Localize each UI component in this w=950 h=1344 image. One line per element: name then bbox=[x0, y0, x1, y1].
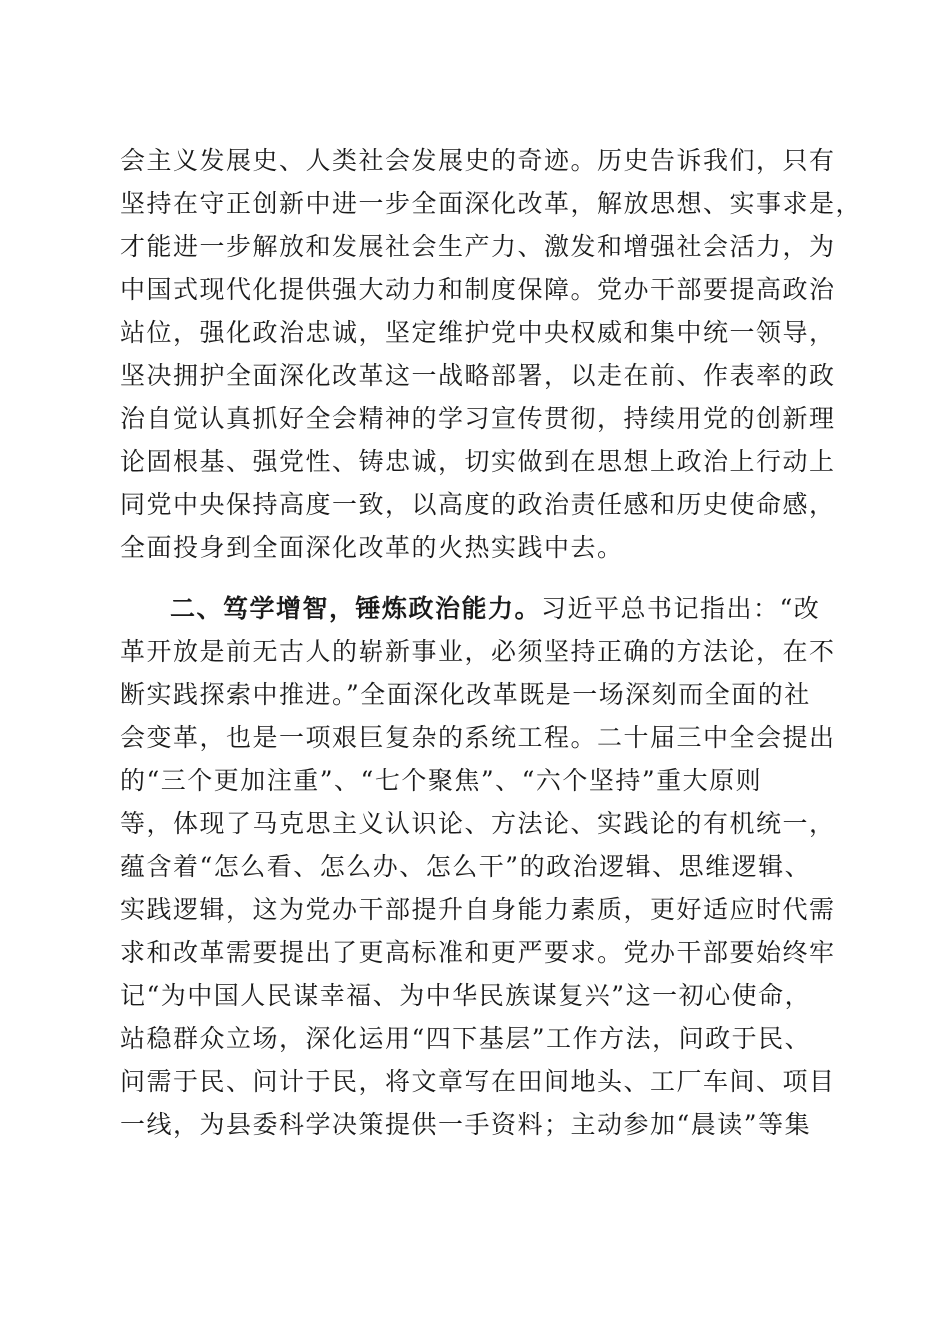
paragraph-line: 同党中央保持高度一致，以高度的政治责任感和历史使命感， bbox=[120, 490, 836, 519]
paragraph-line: 会变革，也是一项艰巨复杂的系统工程。二十届三中全会提出 bbox=[120, 723, 836, 752]
section-heading: 二、笃学增智，锤炼政治能力。 bbox=[170, 594, 542, 623]
paragraph-line: 坚持在守正创新中进一步全面深化改革，解放思想、实事求是， bbox=[120, 189, 863, 218]
section-heading-line bbox=[170, 588, 840, 630]
paragraph-line: 站稳群众立场，深化运用“四下基层”工作方法，问政于民、 bbox=[120, 1024, 812, 1053]
section-heading-rest: 习近平总书记指出：“改 bbox=[541, 594, 821, 623]
paragraph-line: 问需于民、问计于民，将文章写在田间地头、工厂车间、项目 bbox=[120, 1067, 836, 1096]
paragraph-line: 求和改革需要提出了更高标准和更严要求。党办干部要始终牢 bbox=[120, 938, 836, 967]
paragraph-line: 论固根基、强党性、铸忠诚，切实做到在思想上政治上行动上 bbox=[120, 447, 836, 476]
paragraph-line: 记“为中国人民谋幸福、为中华民族谋复兴”这一初心使命， bbox=[120, 981, 812, 1010]
paragraph-line: 实践逻辑，这为党办干部提升自身能力素质，更好适应时代需 bbox=[120, 895, 836, 924]
paragraph-line: 站位，强化政治忠诚，坚定维护党中央权威和集中统一领导， bbox=[120, 318, 836, 347]
paragraph-line: 的“三个更加注重”、“七个聚焦”、“六个坚持”重大原则 bbox=[120, 766, 763, 795]
paragraph-line: 断实践探索中推进。”全面深化改革既是一场深刻而全面的社 bbox=[120, 680, 811, 709]
paragraph-line: 才能进一步解放和发展社会生产力、激发和增强社会活力，为 bbox=[120, 232, 836, 261]
paragraph-line: 中国式现代化提供强大动力和制度保障。党办干部要提高政治 bbox=[120, 275, 836, 304]
paragraph-line: 会主义发展史、人类社会发展史的奇迹。历史告诉我们，只有 bbox=[120, 146, 836, 175]
paragraph-line: 治自觉认真抓好全会精神的学习宣传贯彻，持续用党的创新理 bbox=[120, 404, 836, 433]
paragraph-line: 革开放是前无古人的崭新事业，必须坚持正确的方法论，在不 bbox=[120, 637, 836, 666]
paragraph-line: 坚决拥护全面深化改革这一战略部署，以走在前、作表率的政 bbox=[120, 361, 836, 390]
paragraph-line: 蕴含着“怎么看、怎么办、怎么干”的政治逻辑、思维逻辑、 bbox=[120, 852, 812, 881]
paragraph-line: 一线，为县委科学决策提供一手资料；主动参加“晨读”等集 bbox=[120, 1110, 812, 1139]
paragraph-line: 等，体现了马克思主义认识论、方法论、实践论的有机统一， bbox=[120, 809, 836, 838]
paragraph-line: 全面投身到全面深化改革的火热实践中去。 bbox=[120, 533, 624, 562]
